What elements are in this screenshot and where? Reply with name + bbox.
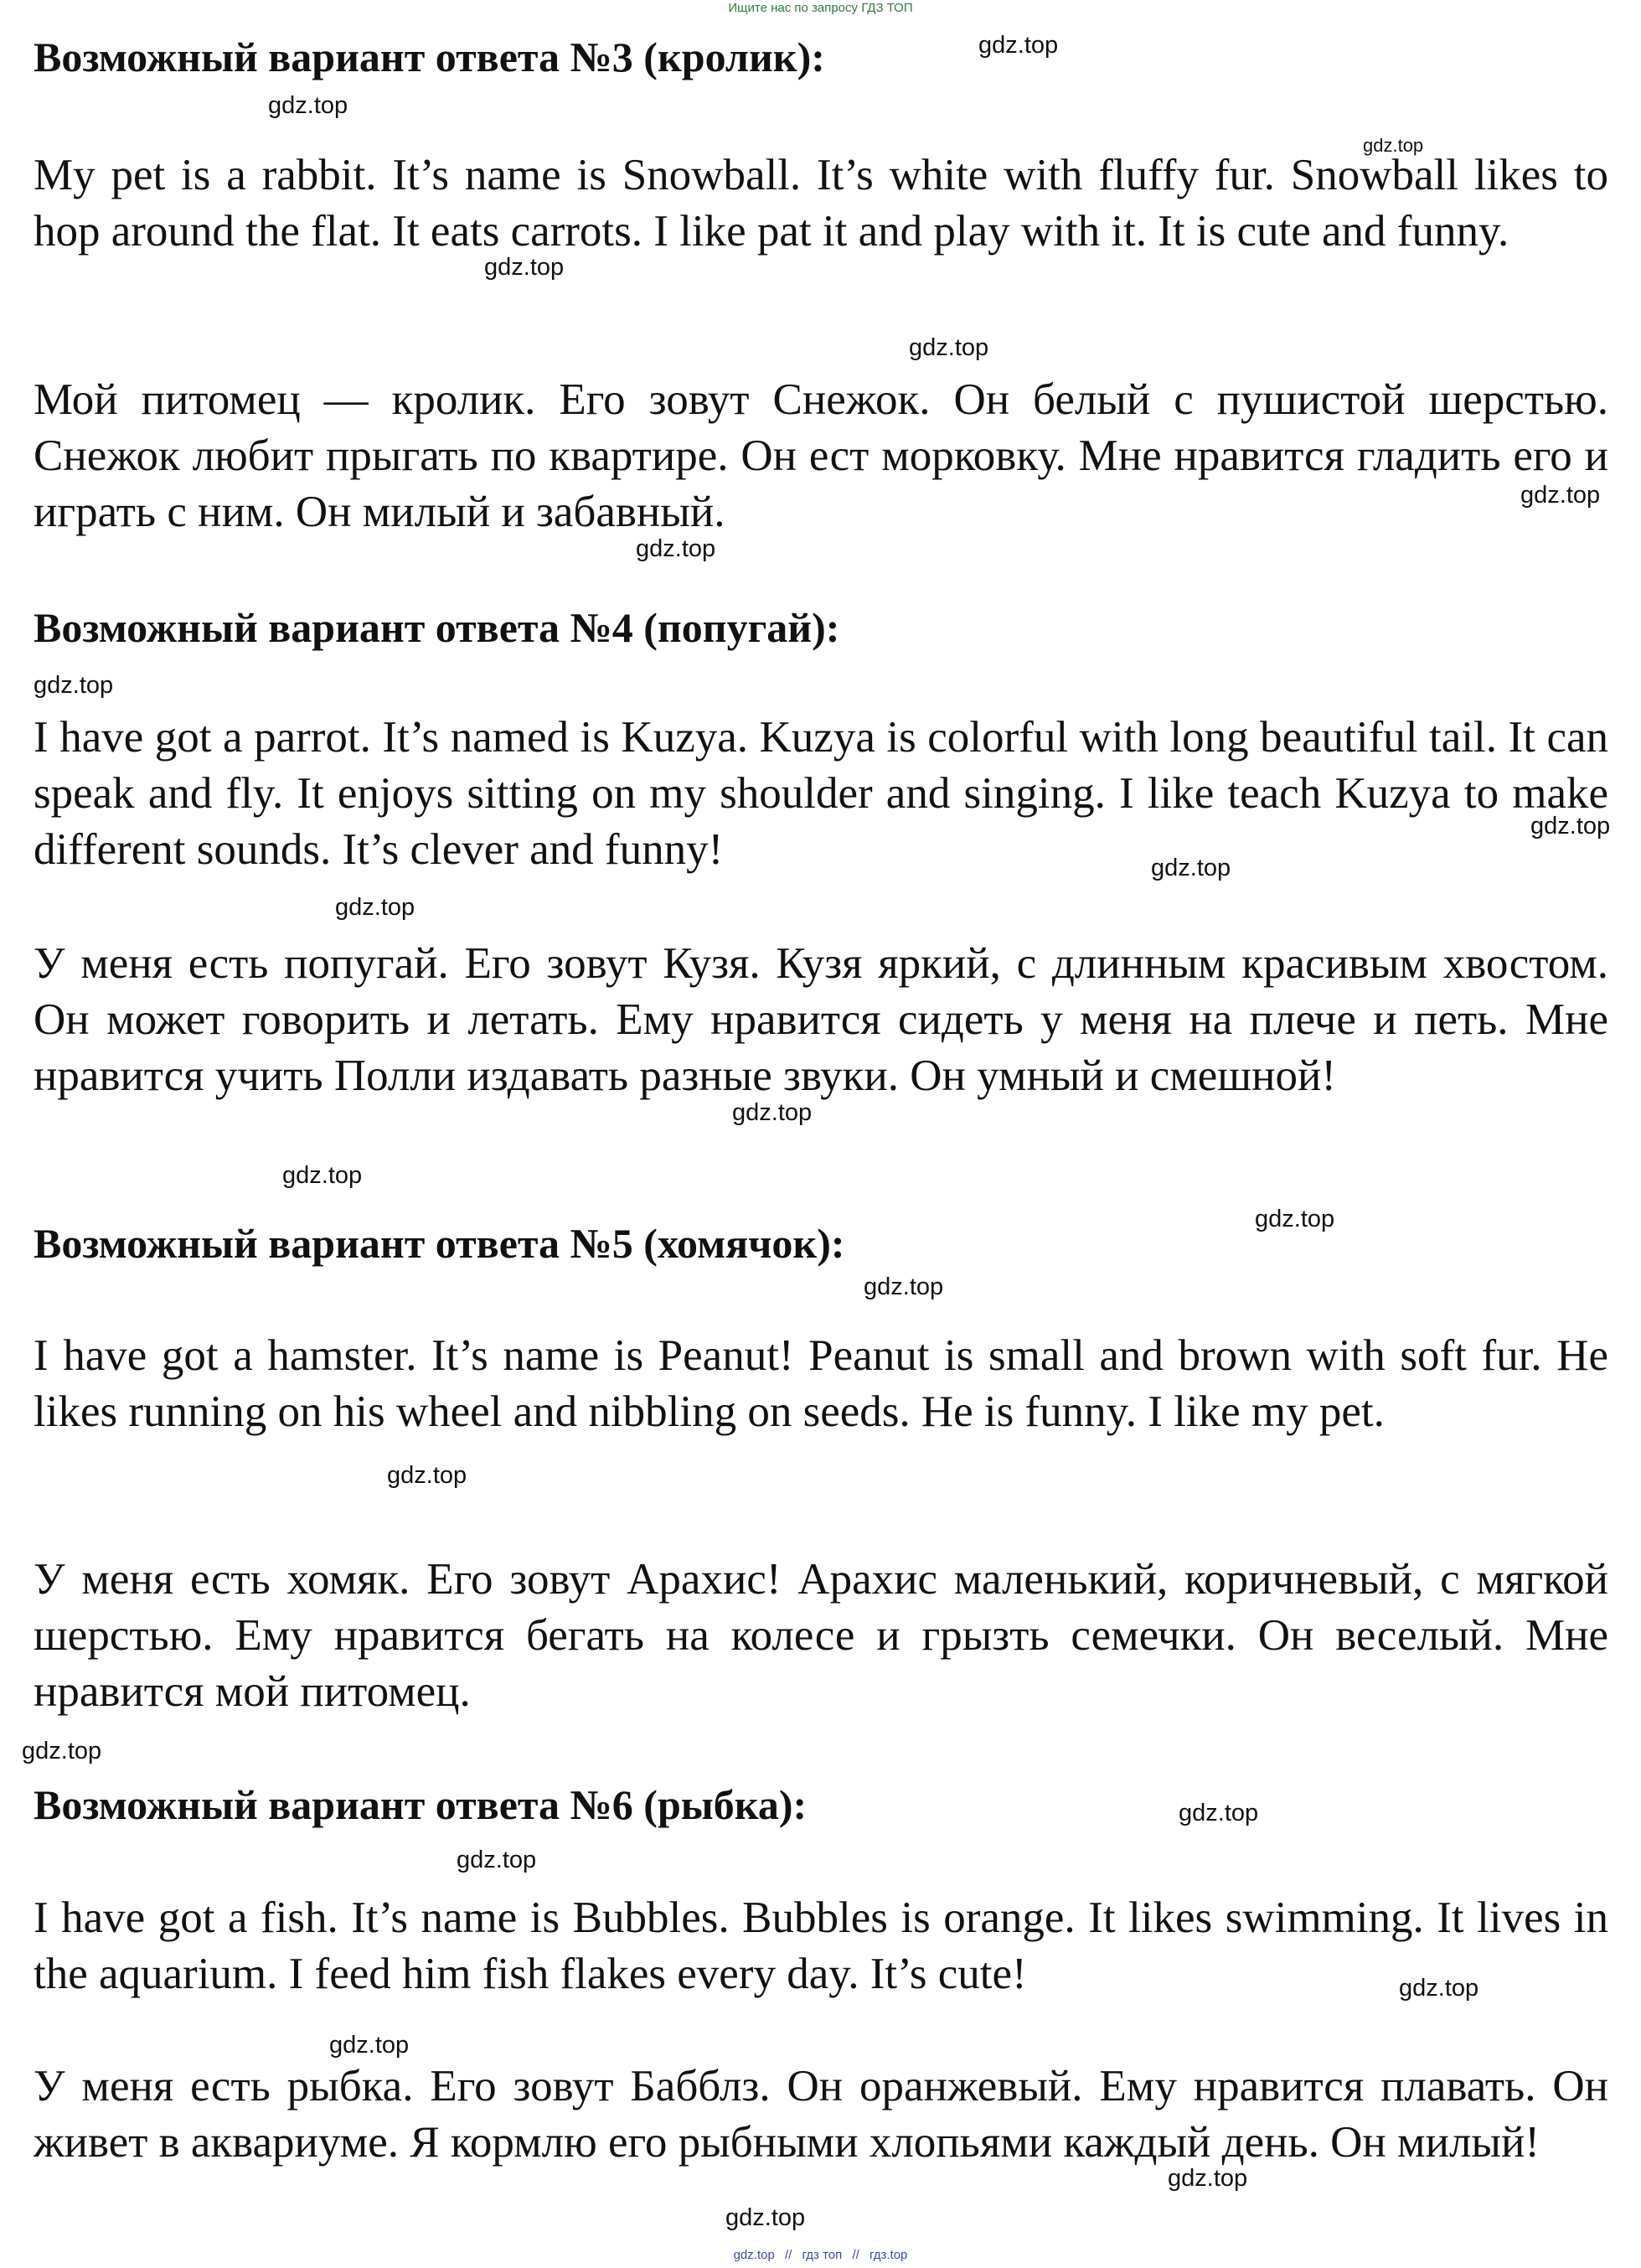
- watermark: gdz.top: [725, 2204, 806, 2231]
- watermark: gdz.top: [978, 32, 1059, 59]
- bottom-links: [0, 2247, 1641, 2264]
- section-5-heading: Возможный вариант ответа №5 (хомячок):: [34, 1220, 845, 1267]
- watermark: gdz.top: [268, 92, 348, 119]
- watermark: gdz.top: [457, 1847, 537, 1873]
- section-3-english: My pet is a rabbit. It’s name is Snowball. It’s white with fluffy fur. Snowball likes to hop around the flat. It eats carrots. I like pat it and play with it. It is cute and funny.: [34, 151, 1608, 256]
- watermark: gdz.top: [1363, 135, 1424, 156]
- watermark: gdz.top: [1151, 855, 1231, 881]
- watermark: gdz.top: [864, 1273, 944, 1300]
- bottom-link-gdz-dot-top[interactable]: гдз.top: [869, 2248, 908, 2262]
- top-banner[interactable]: Ищите нас по запросу ГДЗ ТОП: [728, 1, 913, 15]
- section-5-russian: У меня есть хомяк. Его зовут Арахис! Арахис маленький, коричневый, с мягкой шерстью. Ему нравится бегать на колесе и грызть семечки. Он веселый. Мне нравится мой питомец.: [34, 1555, 1608, 1716]
- watermark: gdz.top: [1530, 813, 1611, 840]
- watermark: gdz.top: [1399, 1975, 1479, 2002]
- section-3-heading: Возможный вариант ответа №3 (кролик):: [34, 34, 825, 80]
- watermark: gdz.top: [22, 1738, 102, 1764]
- bottom-link-gdz-top[interactable]: gdz.top: [733, 2248, 775, 2262]
- section-3-russian: Мой питомец — кролик. Его зовут Снежок. Он белый с пушистой шерстью. Снежок любит прыгать по квартире. Он ест морковку. Мне нравится гладить его и играть с ним. Он милый и забавный.: [34, 375, 1608, 536]
- watermark: gdz.top: [1179, 1800, 1259, 1826]
- watermark: gdz.top: [636, 535, 716, 562]
- section-5-english: I have got a hamster. It’s name is Peanut! Peanut is small and brown with soft fur. He likes running on his wheel and nibbling on seeds. He is funny. I like my pet.: [34, 1331, 1608, 1436]
- watermark: gdz.top: [1520, 482, 1601, 509]
- bottom-link-separator: //: [784, 2248, 792, 2262]
- section-6-heading: Возможный вариант ответа №6 (рыбка):: [34, 1781, 808, 1828]
- section-4-english: I have got a parrot. It’s named is Kuzya. Kuzya is colorful with long beautiful tail. It can speak and fly. It enjoys sitting on my shoulder and singing. I like teach Kuzya to make different sounds. It’s clever and funny!: [34, 713, 1608, 874]
- watermark: gdz.top: [34, 672, 114, 699]
- bottom-link-separator: //: [852, 2248, 859, 2262]
- watermark: gdz.top: [1255, 1206, 1335, 1232]
- watermark: gdz.top: [909, 334, 989, 361]
- section-6-russian: У меня есть рыбка. Его зовут Бабблз. Он оранжевый. Ему нравится плавать. Он живет в аквариуме. Я кормлю его рыбными хлопьями каждый день. Он милый!: [34, 2062, 1608, 2167]
- watermark: gdz.top: [329, 2032, 410, 2059]
- section-4-russian: У меня есть попугай. Его зовут Кузя. Кузя яркий, с длинным красивым хвостом. Он может говорить и летать. Ему нравится сидеть у меня на плече и петь. Мне нравится учить Полли издавать разные звуки. Он умный и смешной!: [34, 939, 1608, 1100]
- bottom-link-gdz-top-ru[interactable]: гдз топ: [802, 2248, 843, 2262]
- watermark: gdz.top: [484, 254, 565, 281]
- watermark: gdz.top: [282, 1162, 363, 1189]
- section-4-heading: Возможный вариант ответа №4 (попугай):: [34, 604, 840, 651]
- watermark: gdz.top: [387, 1462, 467, 1489]
- watermark: gdz.top: [1168, 2165, 1248, 2192]
- watermark: gdz.top: [732, 1099, 813, 1126]
- section-6-english: I have got a fish. It’s name is Bubbles. Bubbles is orange. It likes swimming. It lives in the aquarium. I feed him fish flakes every day. It’s cute!: [34, 1893, 1608, 1998]
- watermark: gdz.top: [335, 894, 415, 921]
